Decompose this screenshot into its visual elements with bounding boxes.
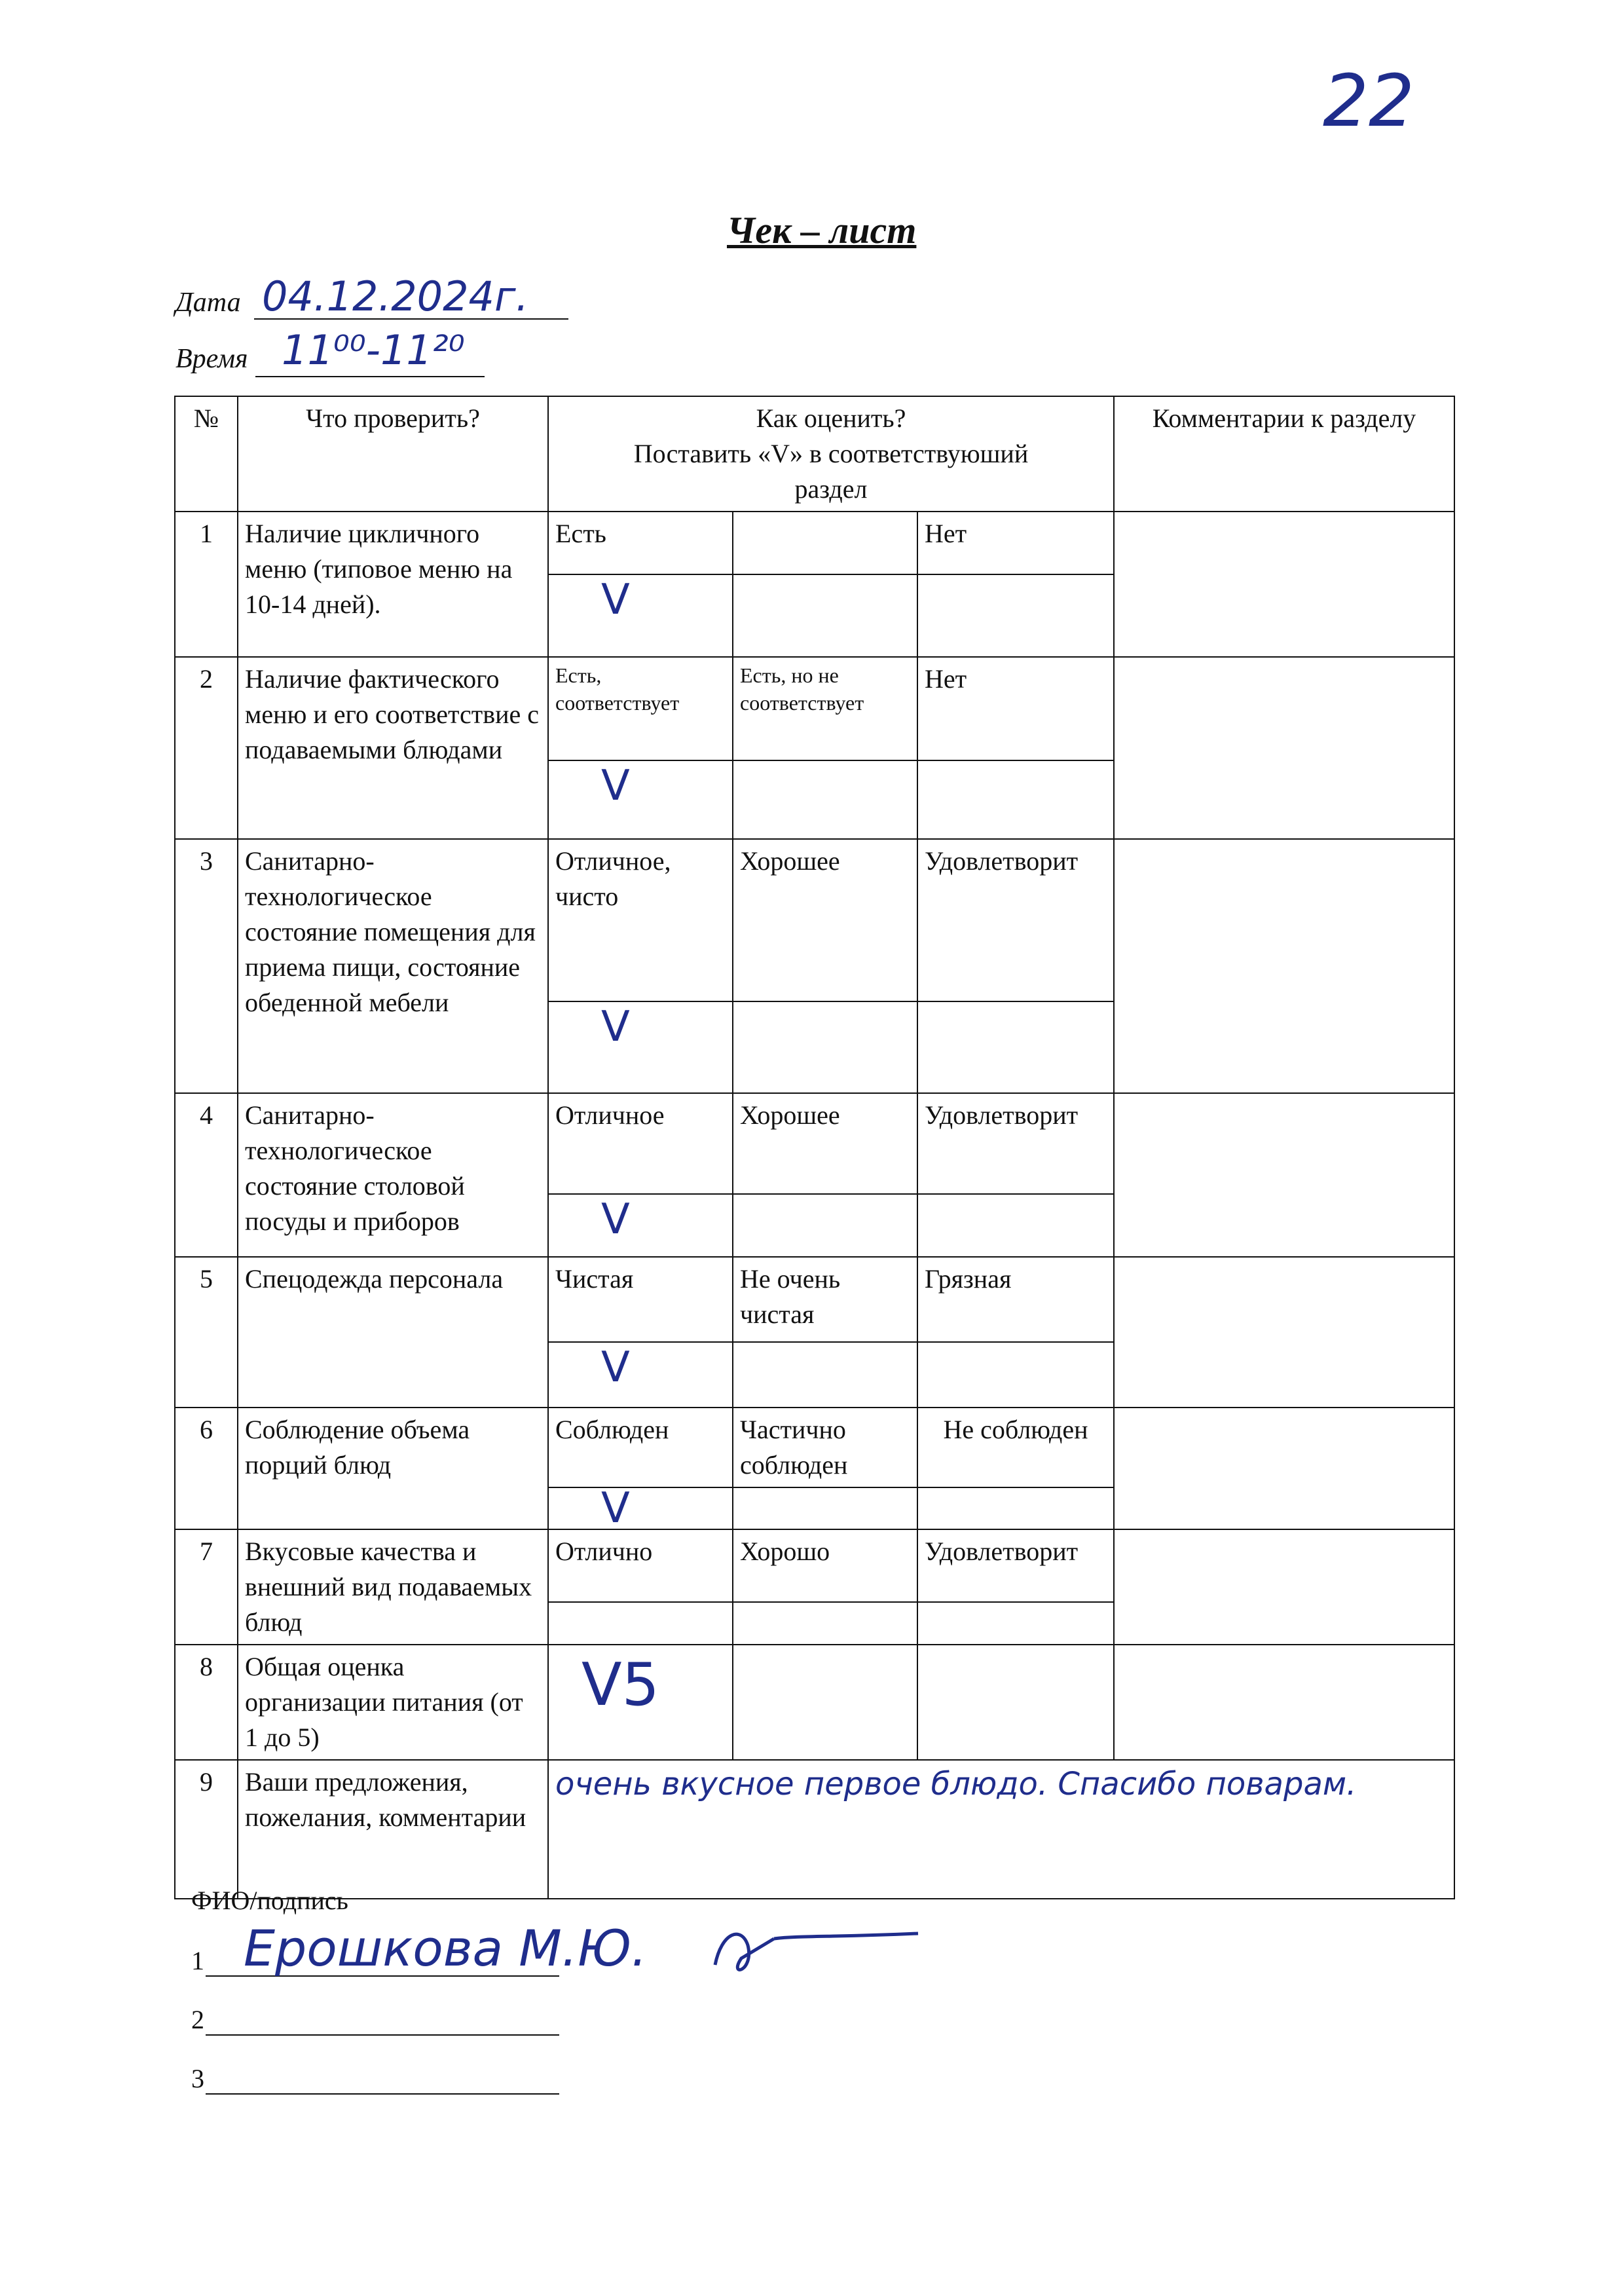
- option-cell[interactable]: Нет: [917, 512, 1114, 574]
- handwritten-comment: очень вкусное первое блюдо. Спасибо поварам.: [555, 1766, 1357, 1802]
- mark-cell[interactable]: [917, 1645, 1114, 1760]
- date-field: [254, 272, 568, 320]
- option-cell[interactable]: Есть, но не соответствует: [733, 657, 917, 760]
- option-cell[interactable]: Частично соблюден: [733, 1408, 917, 1487]
- signature-line: [206, 2033, 559, 2036]
- signature-value: Ерошкова М.Ю.: [244, 1919, 648, 1977]
- table-row: 6 Соблюдение объема порций блюд Соблюден Частично соблюден Не соблюден: [175, 1408, 1454, 1487]
- date-label: Дата: [175, 288, 241, 318]
- table-row: 8 Общая оценка организации питания (от 1 до 5) V5: [175, 1645, 1454, 1760]
- option-cell[interactable]: Чистая: [548, 1257, 733, 1342]
- fio-label: ФИО/подпись: [191, 1886, 348, 1915]
- header-comment: Комментарии к разделу: [1114, 396, 1454, 512]
- comment-cell[interactable]: [1114, 1645, 1454, 1760]
- table-row: 3 Санитарно-технологическое состояние помещения для приема пищи, состояние обеденной мебели Отличное, чисто Хорошее Удовлетворит: [175, 839, 1454, 1001]
- comment-cell[interactable]: [1114, 1529, 1454, 1645]
- time-label: Время: [175, 344, 248, 374]
- comment-cell[interactable]: [1114, 1257, 1454, 1408]
- date-value: 04.12.2024г.: [262, 272, 529, 320]
- comment-cell[interactable]: [548, 1760, 1454, 1899]
- option-cell[interactable]: Хорошее: [733, 839, 917, 1001]
- header-how: Как оценить? Поставить «V» в соответствуюший раздел: [548, 396, 1114, 512]
- mark-cell[interactable]: [733, 1001, 917, 1093]
- option-cell[interactable]: Хорошее: [733, 1093, 917, 1194]
- option-cell[interactable]: Удовлетворит: [917, 1529, 1114, 1602]
- comment-cell[interactable]: [1114, 1408, 1454, 1529]
- option-cell[interactable]: Отличное, чисто: [548, 839, 733, 1001]
- table-row: 2 Наличие фактического меню и его соответствие с подаваемыми блюдами Есть, соответствует Есть, но не соответствует Нет: [175, 657, 1454, 760]
- option-cell[interactable]: Хорошо: [733, 1529, 917, 1602]
- mark-cell[interactable]: [548, 1194, 733, 1257]
- time-field: [255, 327, 485, 377]
- mark-cell[interactable]: [548, 1602, 733, 1645]
- header-num: №: [175, 396, 238, 512]
- mark-cell[interactable]: [733, 760, 917, 839]
- mark-cell[interactable]: [548, 1342, 733, 1408]
- comment-cell[interactable]: [1114, 839, 1454, 1093]
- mark-cell[interactable]: [548, 760, 733, 839]
- mark-cell[interactable]: [548, 1001, 733, 1093]
- table-row: 9 Ваши предложения, пожелания, комментарии очень вкусное первое блюдо. Спасибо поварам.: [175, 1760, 1454, 1899]
- time-value: 11⁰⁰-11²⁰: [282, 326, 465, 374]
- header-row: [175, 396, 1454, 512]
- comment-cell[interactable]: [1114, 657, 1454, 839]
- signature-num: 2: [191, 2005, 204, 2034]
- mark-cell[interactable]: [917, 1194, 1114, 1257]
- option-cell[interactable]: Нет: [917, 657, 1114, 760]
- mark-cell[interactable]: [733, 1602, 917, 1645]
- signature-num: 3: [191, 2064, 204, 2093]
- option-cell[interactable]: Соблюден: [548, 1408, 733, 1487]
- mark-cell[interactable]: [917, 1487, 1114, 1529]
- option-cell[interactable]: Удовлетворит: [917, 1093, 1114, 1194]
- option-cell[interactable]: [733, 512, 917, 574]
- table-row: 4 Санитарно-технологическое состояние столовой посуды и приборов Отличное Хорошее Удовлетворит: [175, 1093, 1454, 1194]
- table-row: 5 Спецодежда персонала Чистая Не очень чистая Грязная: [175, 1257, 1454, 1342]
- signature-row: [191, 1919, 977, 1978]
- mark-cell[interactable]: [733, 1194, 917, 1257]
- check-mark: V: [601, 1195, 630, 1244]
- mark-cell[interactable]: [917, 1001, 1114, 1093]
- comment-cell[interactable]: [1114, 1093, 1454, 1257]
- signature-num: 1: [191, 1946, 204, 1975]
- check-mark: V5: [581, 1651, 659, 1719]
- check-mark: V: [601, 762, 630, 810]
- option-cell[interactable]: Не соблюден: [917, 1408, 1114, 1487]
- table-row: 1 Наличие цикличного меню (типовое меню на 10-14 дней). Есть Нет: [175, 512, 1454, 574]
- header-what: Что проверить?: [238, 396, 548, 512]
- mark-cell[interactable]: [548, 1645, 733, 1760]
- mark-cell[interactable]: [917, 574, 1114, 657]
- option-cell[interactable]: Отлично: [548, 1529, 733, 1602]
- mark-cell[interactable]: [733, 1487, 917, 1529]
- option-cell[interactable]: Есть, соответствует: [548, 657, 733, 760]
- option-cell[interactable]: Отличное: [548, 1093, 733, 1194]
- option-cell[interactable]: Удовлетворит: [917, 839, 1114, 1001]
- mark-cell[interactable]: [548, 574, 733, 657]
- mark-cell[interactable]: [733, 1342, 917, 1408]
- checklist-table: [174, 396, 1455, 1899]
- mark-cell[interactable]: [917, 1602, 1114, 1645]
- check-mark: V: [601, 1003, 630, 1051]
- comment-cell[interactable]: [1114, 512, 1454, 657]
- mark-cell[interactable]: [733, 574, 917, 657]
- option-cell[interactable]: Не очень чистая: [733, 1257, 917, 1342]
- signature-scribble: [702, 1919, 938, 1985]
- mark-cell[interactable]: [733, 1645, 917, 1760]
- signature-row: [191, 2037, 650, 2096]
- table-row: 7 Вкусовые качества и внешний вид подаваемых блюд Отлично Хорошо Удовлетворит: [175, 1529, 1454, 1602]
- option-cell[interactable]: Грязная: [917, 1257, 1114, 1342]
- option-cell[interactable]: Есть: [548, 512, 733, 574]
- mark-cell[interactable]: [548, 1484, 733, 1533]
- signature-line: [206, 2092, 559, 2095]
- signature-row: [191, 1978, 650, 2037]
- mark-cell[interactable]: [917, 1342, 1114, 1408]
- mark-cell[interactable]: [917, 760, 1114, 839]
- page-number: 22: [1323, 59, 1414, 143]
- page-title: Чек – лист: [727, 209, 917, 252]
- check-mark: V: [601, 1484, 630, 1533]
- check-mark: V: [601, 576, 630, 624]
- check-mark: V: [601, 1343, 630, 1392]
